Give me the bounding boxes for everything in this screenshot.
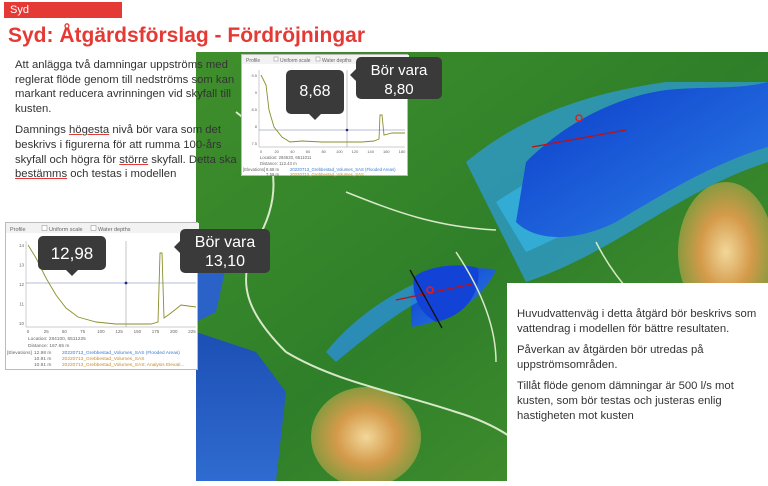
x-tick-label: 100 bbox=[97, 329, 105, 334]
x-tick-label: 175 bbox=[151, 329, 160, 334]
series-label: 20220713_Grebbestad_Volumes_SAS bbox=[62, 357, 145, 362]
elevation-value: 10.91 m bbox=[34, 357, 52, 362]
series-label: 20220713_Grebbestad_Volumes_SAS: Analysis Elevati... bbox=[62, 363, 185, 368]
x-tick-label: 20 bbox=[274, 149, 279, 154]
y-tick-label: 13 bbox=[18, 262, 24, 268]
x-tick-label: 100 bbox=[335, 149, 343, 154]
profile-distance: Distance: 112.43 m bbox=[260, 161, 297, 166]
y-tick-label: 8.5 bbox=[251, 107, 257, 112]
x-tick-label: 120 bbox=[351, 149, 359, 154]
recommendation-text bbox=[517, 307, 757, 430]
callout-label: Bör vara bbox=[194, 234, 256, 251]
x-tick-label: 140 bbox=[367, 149, 375, 154]
section-tag: Syd bbox=[4, 2, 122, 18]
callout-target-level-bottom bbox=[180, 229, 270, 273]
elevation-value: 8.68 m bbox=[266, 167, 280, 172]
uniform-scale-label: Uniform scale bbox=[280, 58, 311, 64]
x-tick-label: 0 bbox=[26, 329, 30, 334]
intro-paragraph-1: Att anlägga två damningar uppströms med reglerat flöde genom till nedströms som kan markant reducera avrinningen vid skyfall till kusten. bbox=[15, 59, 235, 115]
callout-value: 8,80 bbox=[384, 81, 414, 98]
x-tick-label: 75 bbox=[80, 329, 86, 334]
y-tick-label: 12 bbox=[18, 282, 24, 287]
text-run: skyfall. Detta ska bbox=[148, 153, 237, 166]
y-tick-label: 8 bbox=[254, 124, 257, 129]
spell-flag-storra: större bbox=[119, 153, 149, 166]
profile-elevations-label: [Elevations] bbox=[7, 351, 32, 356]
elevation-value: 7.59 m bbox=[266, 172, 280, 177]
series-label: 20220713_Grebbestad_Volumes_SAS (Flooded Areas) bbox=[290, 167, 396, 172]
spell-flag-bestamms: bestämms bbox=[15, 168, 68, 181]
x-tick-label: 180 bbox=[398, 149, 406, 154]
x-tick-label: 60 bbox=[305, 149, 311, 154]
profile-toolbar-label: Profile bbox=[10, 227, 26, 233]
uniform-scale-label: Uniform scale bbox=[49, 227, 83, 233]
recommendation-paragraph-3: Tillåt flöde genom dämningar är 500 l/s mot kusten, som bör testas och justeras enlig hastigheten mot kusten bbox=[517, 380, 734, 422]
water-depths-label: Water depths bbox=[98, 227, 131, 233]
profile-toolbar-label: Profile bbox=[246, 58, 261, 64]
y-tick-label: 11 bbox=[19, 301, 24, 307]
spell-flag-hogesta: högesta bbox=[69, 124, 110, 137]
text-run: och testas i modellen bbox=[67, 168, 177, 181]
x-tick-label: 25 bbox=[43, 329, 49, 334]
water-depths-label: Water depths bbox=[322, 58, 352, 64]
series-label: 20220713_Grebbestad_Volumes_SAS (Flooded Areas) bbox=[62, 351, 180, 356]
profile-elevations-label: [Elevations] bbox=[243, 167, 266, 172]
x-tick-label: 160 bbox=[382, 149, 390, 154]
recommendation-paragraph-2: Påverkan av åtgärden bör utredas på uppströmsområden. bbox=[517, 344, 704, 371]
uniform-scale-checkbox[interactable] bbox=[274, 57, 278, 61]
callout-current-level-bottom: 12,98 bbox=[38, 236, 106, 270]
water-depths-checkbox[interactable] bbox=[316, 57, 320, 61]
y-tick-label: 9 bbox=[254, 90, 257, 95]
profile-location: Location: 284100, 6511225 bbox=[28, 337, 86, 342]
y-tick-label: 10 bbox=[18, 321, 24, 326]
x-tick-label: 50 bbox=[61, 329, 67, 334]
x-tick-label: 200 bbox=[170, 329, 178, 334]
x-tick-label: 225 bbox=[188, 329, 196, 334]
elevation-value: 10.91 m bbox=[34, 363, 52, 368]
uniform-scale-checkbox[interactable] bbox=[42, 226, 47, 231]
water-depths-checkbox[interactable] bbox=[91, 226, 96, 231]
x-tick-label: 125 bbox=[115, 329, 123, 334]
elevation-value: 12.98 m bbox=[34, 351, 52, 356]
callout-value: 13,10 bbox=[204, 253, 246, 270]
callout-label: Bör vara bbox=[370, 62, 428, 79]
x-tick-label: 40 bbox=[290, 149, 295, 154]
text-run: nivå bör vara som det beskrivs i figurerna för att rumma 100-års skyfall och högra för bbox=[15, 124, 222, 166]
page-title: Syd: Åtgärdsförslag - Fördröjningar bbox=[8, 24, 366, 47]
x-tick-label: 150 bbox=[133, 329, 142, 334]
text-run: Damnings bbox=[15, 124, 69, 137]
y-tick-label: 7.5 bbox=[251, 141, 257, 146]
callout-current-level-top: 8,68 bbox=[286, 70, 344, 114]
profile-distance: Distance: 167.65 m bbox=[28, 344, 70, 349]
y-tick-label: 9.5 bbox=[251, 73, 257, 78]
x-tick-label: 80 bbox=[321, 149, 326, 154]
series-label: 20220713_Grebbestad_Volumes_SAS bbox=[290, 172, 364, 177]
x-tick-label: 0 bbox=[259, 149, 263, 154]
intro-text bbox=[15, 58, 237, 189]
recommendation-paragraph-1: Huvudvattenväg i detta åtgärd bör beskrivs som vattendrag i modellen för bättre resultaten. bbox=[517, 308, 757, 335]
profile-location: Location: 284620, 6511011 bbox=[260, 155, 312, 160]
callout-target-level-top bbox=[356, 57, 442, 99]
y-tick-label: 14 bbox=[18, 243, 24, 248]
intro-paragraph-2 bbox=[15, 123, 237, 181]
